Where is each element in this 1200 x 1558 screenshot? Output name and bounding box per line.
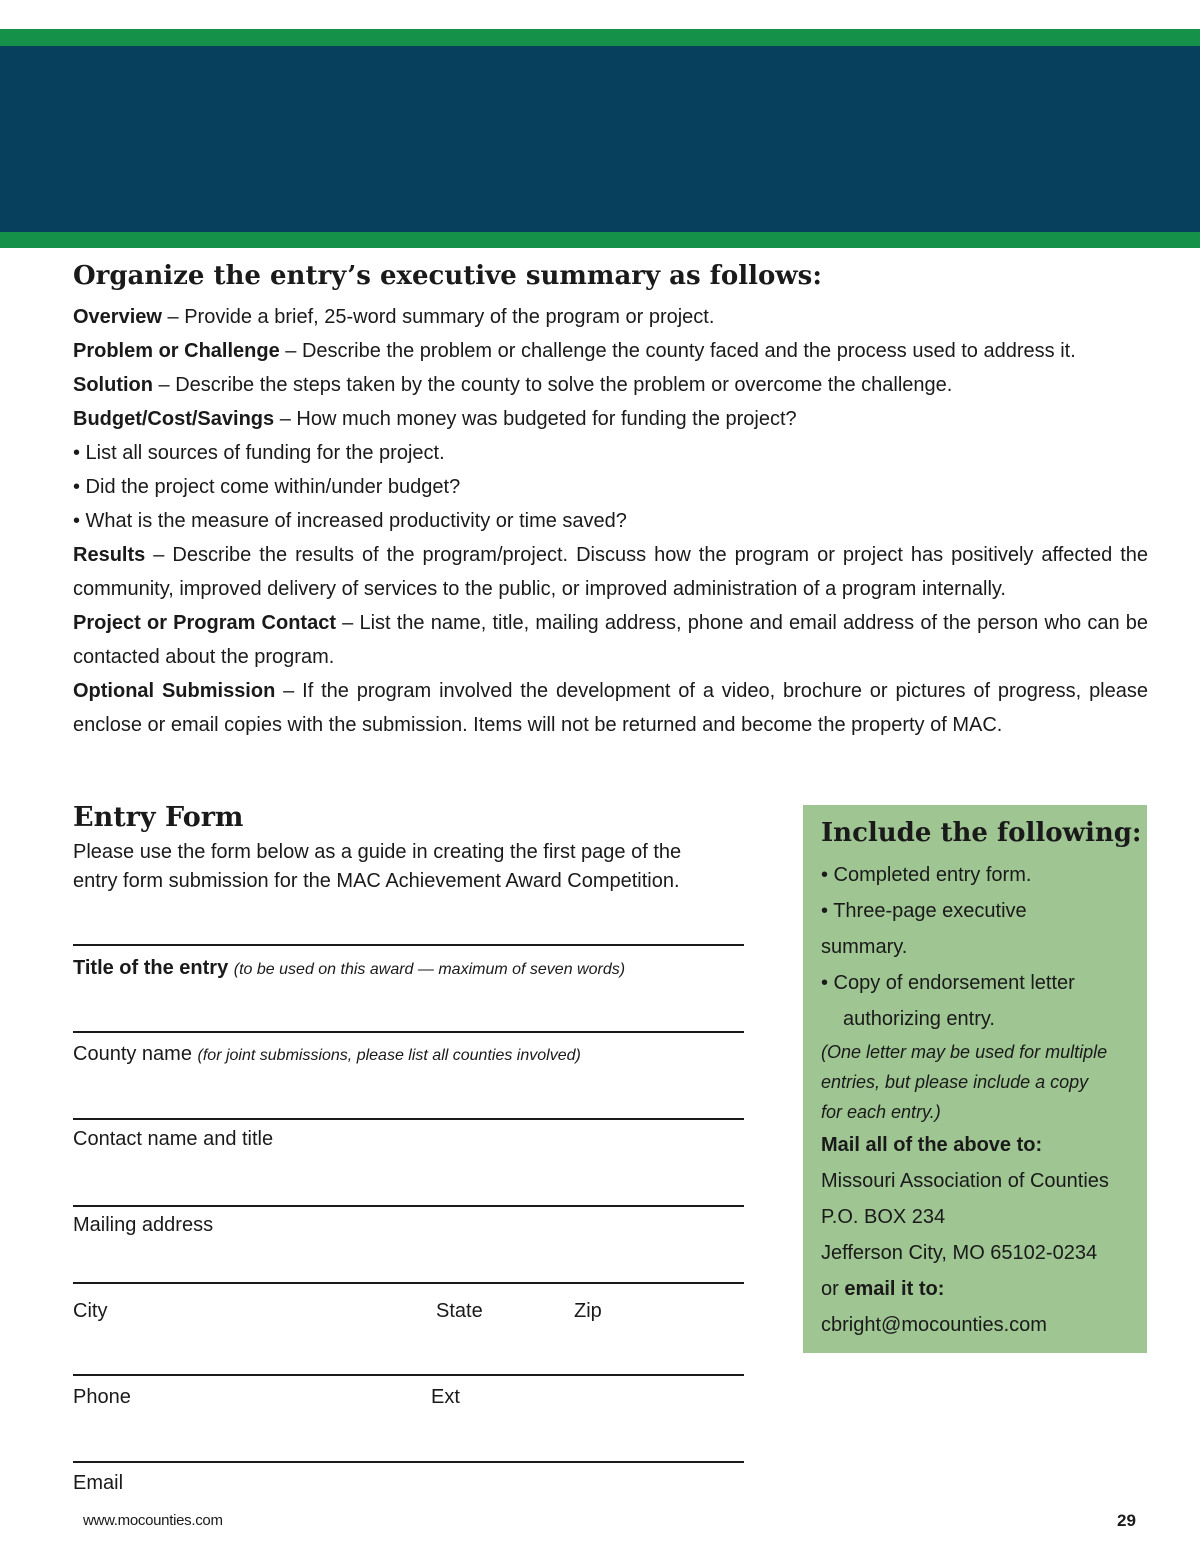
mailing-address-label: Mailing address [73, 1214, 214, 1236]
contact-name-line[interactable] [73, 1118, 744, 1120]
budget-bullet: • Did the project come within/under budget? [73, 476, 461, 498]
county-name-hint: (for joint submissions, please list all counties involved) [197, 1047, 581, 1064]
optional-label: Optional Submission [73, 680, 276, 702]
overview-text: – Provide a brief, 25-word summary of the program or project. [161, 306, 715, 328]
zip-label: Zip [574, 1300, 602, 1322]
overview-label: Overview [73, 306, 162, 328]
title-entry-line[interactable] [73, 944, 744, 946]
contact-email-link[interactable]: cbright@mocounties.com [821, 1314, 1047, 1336]
include-note: entries, but please include a copy [821, 1072, 1089, 1092]
problem-item [73, 334, 1148, 368]
intro-line: Please use the form below as a guide in creating the first page of the [73, 841, 682, 863]
address-line: P.O. BOX 234 [821, 1206, 946, 1228]
mail-heading: Mail all of the above to: [821, 1134, 1043, 1156]
executive-summary-section [73, 258, 1148, 742]
mailing-address-line[interactable] [73, 1205, 744, 1207]
ext-label: Ext [431, 1386, 460, 1408]
city-label: City [73, 1300, 108, 1322]
email-heading: email it to: [844, 1278, 945, 1300]
header-bottom-stripe [0, 232, 1200, 248]
budget-bullet: • List all sources of funding for the project. [73, 442, 445, 464]
address-line: Missouri Association of Counties [821, 1170, 1109, 1192]
county-name-label-text: County name [73, 1043, 192, 1065]
include-item: • Three-page executive [821, 900, 1027, 922]
intro-line: entry form submission for the MAC Achievement Award Competition. [73, 870, 680, 892]
include-item-continuation: summary. [821, 936, 908, 958]
results-item [73, 538, 1148, 606]
results-label: Results [73, 544, 146, 566]
results-text: – Describe the results of the program/project. Discuss how the program or project has positively affected the community, improved delivery of services to the public, or improved administration of a program internally. [73, 544, 1148, 600]
include-box [803, 805, 1147, 1353]
include-item: • Copy of endorsement letter [821, 972, 1075, 994]
budget-label: Budget/Cost/Savings [73, 408, 275, 430]
email-instruction [821, 1271, 1147, 1307]
phone-line[interactable] [73, 1374, 744, 1376]
entry-form-intro [73, 838, 745, 896]
contact-label: Project or Program Contact [73, 612, 336, 634]
solution-text: – Describe the steps taken by the county to solve the problem or overcome the challenge. [152, 374, 953, 396]
state-label: State [436, 1300, 483, 1322]
include-note: (One letter may be used for multiple [821, 1042, 1108, 1062]
footer-website[interactable]: www.mocounties.com [83, 1512, 223, 1529]
entry-form-heading: Entry Form [73, 802, 244, 833]
include-heading: Include the following: [821, 818, 1142, 848]
entry-form-section [73, 800, 745, 896]
county-name-line[interactable] [73, 1031, 744, 1033]
problem-text: – Describe the problem or challenge the county faced and the process used to address it. [279, 340, 1076, 362]
page-number: 29 [1117, 1511, 1136, 1530]
header-top-stripe [0, 29, 1200, 46]
title-entry-label-text: Title of the entry [73, 957, 229, 979]
solution-label: Solution [73, 374, 153, 396]
budget-bullet: • What is the measure of increased productivity or time saved? [73, 510, 627, 532]
problem-label: Problem or Challenge [73, 340, 280, 362]
city-state-zip-line[interactable] [73, 1282, 744, 1284]
county-name-label [73, 1041, 581, 1069]
email-label: Email [73, 1472, 124, 1494]
solution-item [73, 368, 1148, 402]
phone-label: Phone [73, 1386, 131, 1408]
header-banner [0, 46, 1200, 232]
include-note: for each entry.) [821, 1102, 941, 1122]
or-text: or [821, 1278, 845, 1300]
title-entry-hint: (to be used on this award — maximum of seven words) [233, 961, 626, 978]
address-line: Jefferson City, MO 65102-0234 [821, 1242, 1098, 1264]
budget-text: – How much money was budgeted for funding the project? [274, 408, 797, 430]
optional-text: – If the program involved the development of a video, brochure or pictures of progress, please enclose or email copies with the submission. Items will not be returned and become the property of MAC. [73, 680, 1148, 736]
overview-item [73, 300, 1148, 334]
title-entry-label [73, 955, 625, 983]
include-item-continuation: authorizing entry. [843, 1008, 995, 1030]
include-item: • Completed entry form. [821, 864, 1032, 886]
summary-heading: Organize the entry’s executive summary as follows: [73, 261, 822, 291]
contact-text: – List the name, title, mailing address, phone and email address of the person who can be contacted about the program. [73, 612, 1148, 668]
email-line[interactable] [73, 1461, 744, 1463]
optional-item [73, 674, 1148, 742]
budget-item [73, 402, 1148, 436]
contact-name-label: Contact name and title [73, 1128, 274, 1150]
contact-item [73, 606, 1148, 674]
